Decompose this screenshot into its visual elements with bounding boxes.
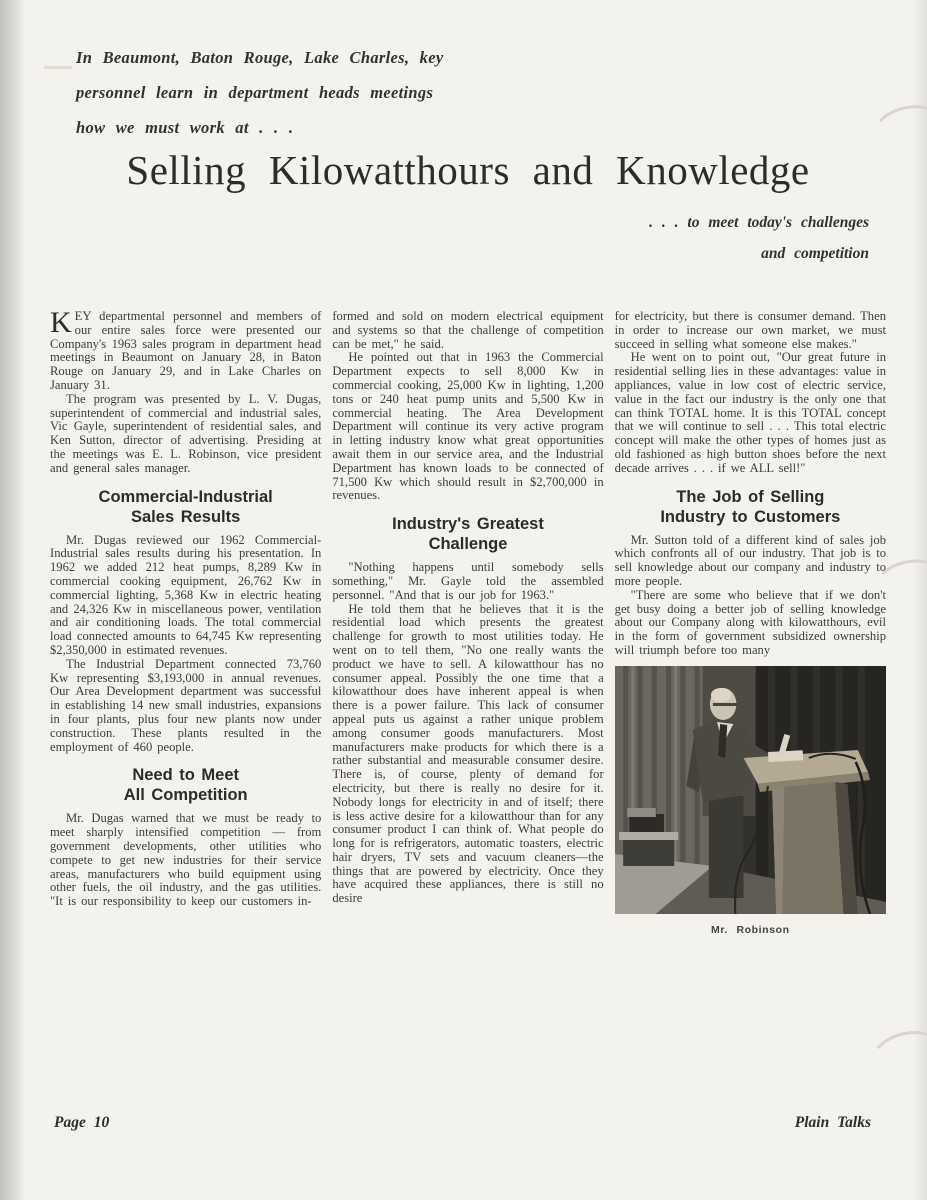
paragraph: Mr. Sutton told of a different kind of sales job which confronts all of our industry. That job is to sell knowledge about our company and industry to more people.	[614, 532, 886, 588]
mr-robinson-at-podium-photo	[615, 666, 886, 914]
photo-caption: Mr. Robinson	[710, 923, 790, 936]
page-number: Page 10	[54, 1114, 110, 1131]
paragraph: He went on to point out, "Our great future in residential selling lies in these advantages: value in appliances, value in low cost of electric service, value in the fact our industry is the only one that can think TOTAL home. It is this TOTAL concept that we will continue to sell . . . This total electric concept will make the other types of homes just as old fashioned as high button shoes before the next decade arrives . . . if we ALL sell!"	[614, 350, 886, 475]
heading-line: The Job of Selling	[676, 487, 825, 506]
section-heading-need-to-meet	[50, 765, 321, 805]
paragraph: The program was presented by L. V. Dugas, superintendent of commercial and industrial sales, Vic Gayle, superintendent of residential sales, and Ken Sutton, director of advertising. Presiding at the meetings was E. L. Robinson, vice president and general sales manager.	[50, 391, 322, 475]
heading-line: Industry to Customers	[660, 507, 841, 526]
paragraph-text: EY departmental personnel and members of our entire sales force were presented our Company's 1963 sales program in department head meetings in Beaumont on January 28, in Baton Rouge on January 29, and in Lake Charles on January 31.	[50, 309, 322, 392]
paragraph: He told them that he believes that it is the residential load which presents the greatest challenge for growth to most utilities today. He went on to tell them, "No one really wants the product we have to sell. A kilowatthour has no consumer appeal. Possibly the one time that a kilowatthour does have inherent appeal is when there is a power failure. This lack of consumer appeal puts us against a rather unique problem among consumer goods manufacturers. Most manufacturers make products for which there is a rather substantial and measurable consumer desire. There is, of course, plenty of demand for electricity, but there is really no desire for it. Nobody longs for electricity in and of itself; there is less active desire for a kilowatthour than for any consumer product I can think of. What people do long for is refrigerators, automatic toasters, electric hair dryers, TV sets and vacuum cleaners—the things that are powered by electricity. Once they have acquired these appliances, there is still no desire	[332, 601, 604, 906]
article-subtitle	[649, 214, 869, 276]
heading-line: Sales Results	[131, 507, 241, 526]
kicker-line: In Beaumont, Baton Rouge, Lake Charles, key	[76, 48, 444, 67]
article-columns	[50, 306, 886, 938]
article-title: Selling Kilowatthours and Knowledge	[126, 147, 810, 193]
kicker	[76, 48, 443, 153]
heading-line: Industry's Greatest	[392, 515, 544, 534]
paragraph	[50, 306, 322, 393]
subtitle-line: and competition	[761, 245, 869, 262]
kicker-line: how we must work at . . .	[76, 118, 294, 137]
paragraph: Mr. Dugas reviewed our 1962 Commercial-Industrial sales results during his presentation. In 1962 we added 212 heat pumps, 8,289 Kw in commercial cooking equipment, 26,762 Kw in commercial lighting, 5,368 Kw in electric heating and 24,326 Kw in miscellaneous power, ventilation and air conditioning loads. The total commercial load connected amounts to 64,745 Kw representing $2,350,000 in estimated revenues.	[50, 532, 322, 657]
paragraph: The Industrial Department connected 73,760 Kw representing $3,193,000 in annual revenues. Our Area Development department was successful in establishing 14 new small industries, expansions in four plants, plus four new plants now under construction. These plants resulted in the employment of 460 people.	[50, 656, 322, 754]
column-2	[332, 310, 603, 938]
section-heading-commercial-industrial	[50, 487, 321, 527]
paragraph: for electricity, but there is consumer demand. Then in order to increase our own market, we must succeed in selling what someone else makes."	[614, 309, 886, 351]
paragraph: Mr. Dugas warned that we must be ready to meet sharply intensified competition — from government developments, other utilities who compete to get new industries for their service areas, manufacturers who build equipment using other fuels, the oil industry, and the gas utilities. "It is our responsibility to keep our customers in-	[50, 811, 322, 909]
heading-line: Challenge	[428, 535, 508, 554]
paragraph: formed and sold on modern electrical equipment and systems so that the challenge of competition can be met," he said.	[332, 309, 604, 351]
heading-line: All Competition	[123, 786, 248, 805]
scan-edge-shadow-left	[0, 0, 26, 1200]
photo-figure	[615, 666, 886, 938]
column-1	[50, 306, 322, 938]
drop-cap: K	[50, 306, 72, 339]
kicker-rule-fragment	[44, 66, 72, 69]
column-3	[615, 310, 886, 938]
section-heading-industrys-greatest-challenge	[332, 514, 603, 554]
heading-line: Need to Meet	[132, 766, 239, 785]
heading-line: Commercial-Industrial	[98, 487, 273, 506]
paragraph: He pointed out that in 1963 the Commercial Department expects to sell 8,000 Kw in commercial cooking, 25,000 Kw in lighting, 1,200 tons or 240 heat pump units and 5,500 Kw in commercial heating. The Area Development Department will continue its very active program in letting industry know what great opportunities await them in our service area, and the Industrial Department has known loads to be connected of 71,500 Kw which should result in $2,700,000 in revenues.	[332, 350, 604, 503]
section-heading-job-of-selling	[615, 487, 886, 527]
subtitle-line: . . . to meet today's challenges	[649, 214, 869, 231]
publication-name: Plain Talks	[794, 1114, 871, 1131]
paragraph: "There are some who believe that if we don't get busy doing a better job of selling knowledge about our Company along with kilowatthours, evil in the form of government subsidized ownership will triumph before too many	[614, 587, 886, 657]
paragraph: "Nothing happens until somebody sells something," Mr. Gayle told the assembled personnel. "And that is our job for 1963."	[332, 560, 604, 602]
kicker-line: personnel learn in department heads meetings	[76, 83, 434, 102]
